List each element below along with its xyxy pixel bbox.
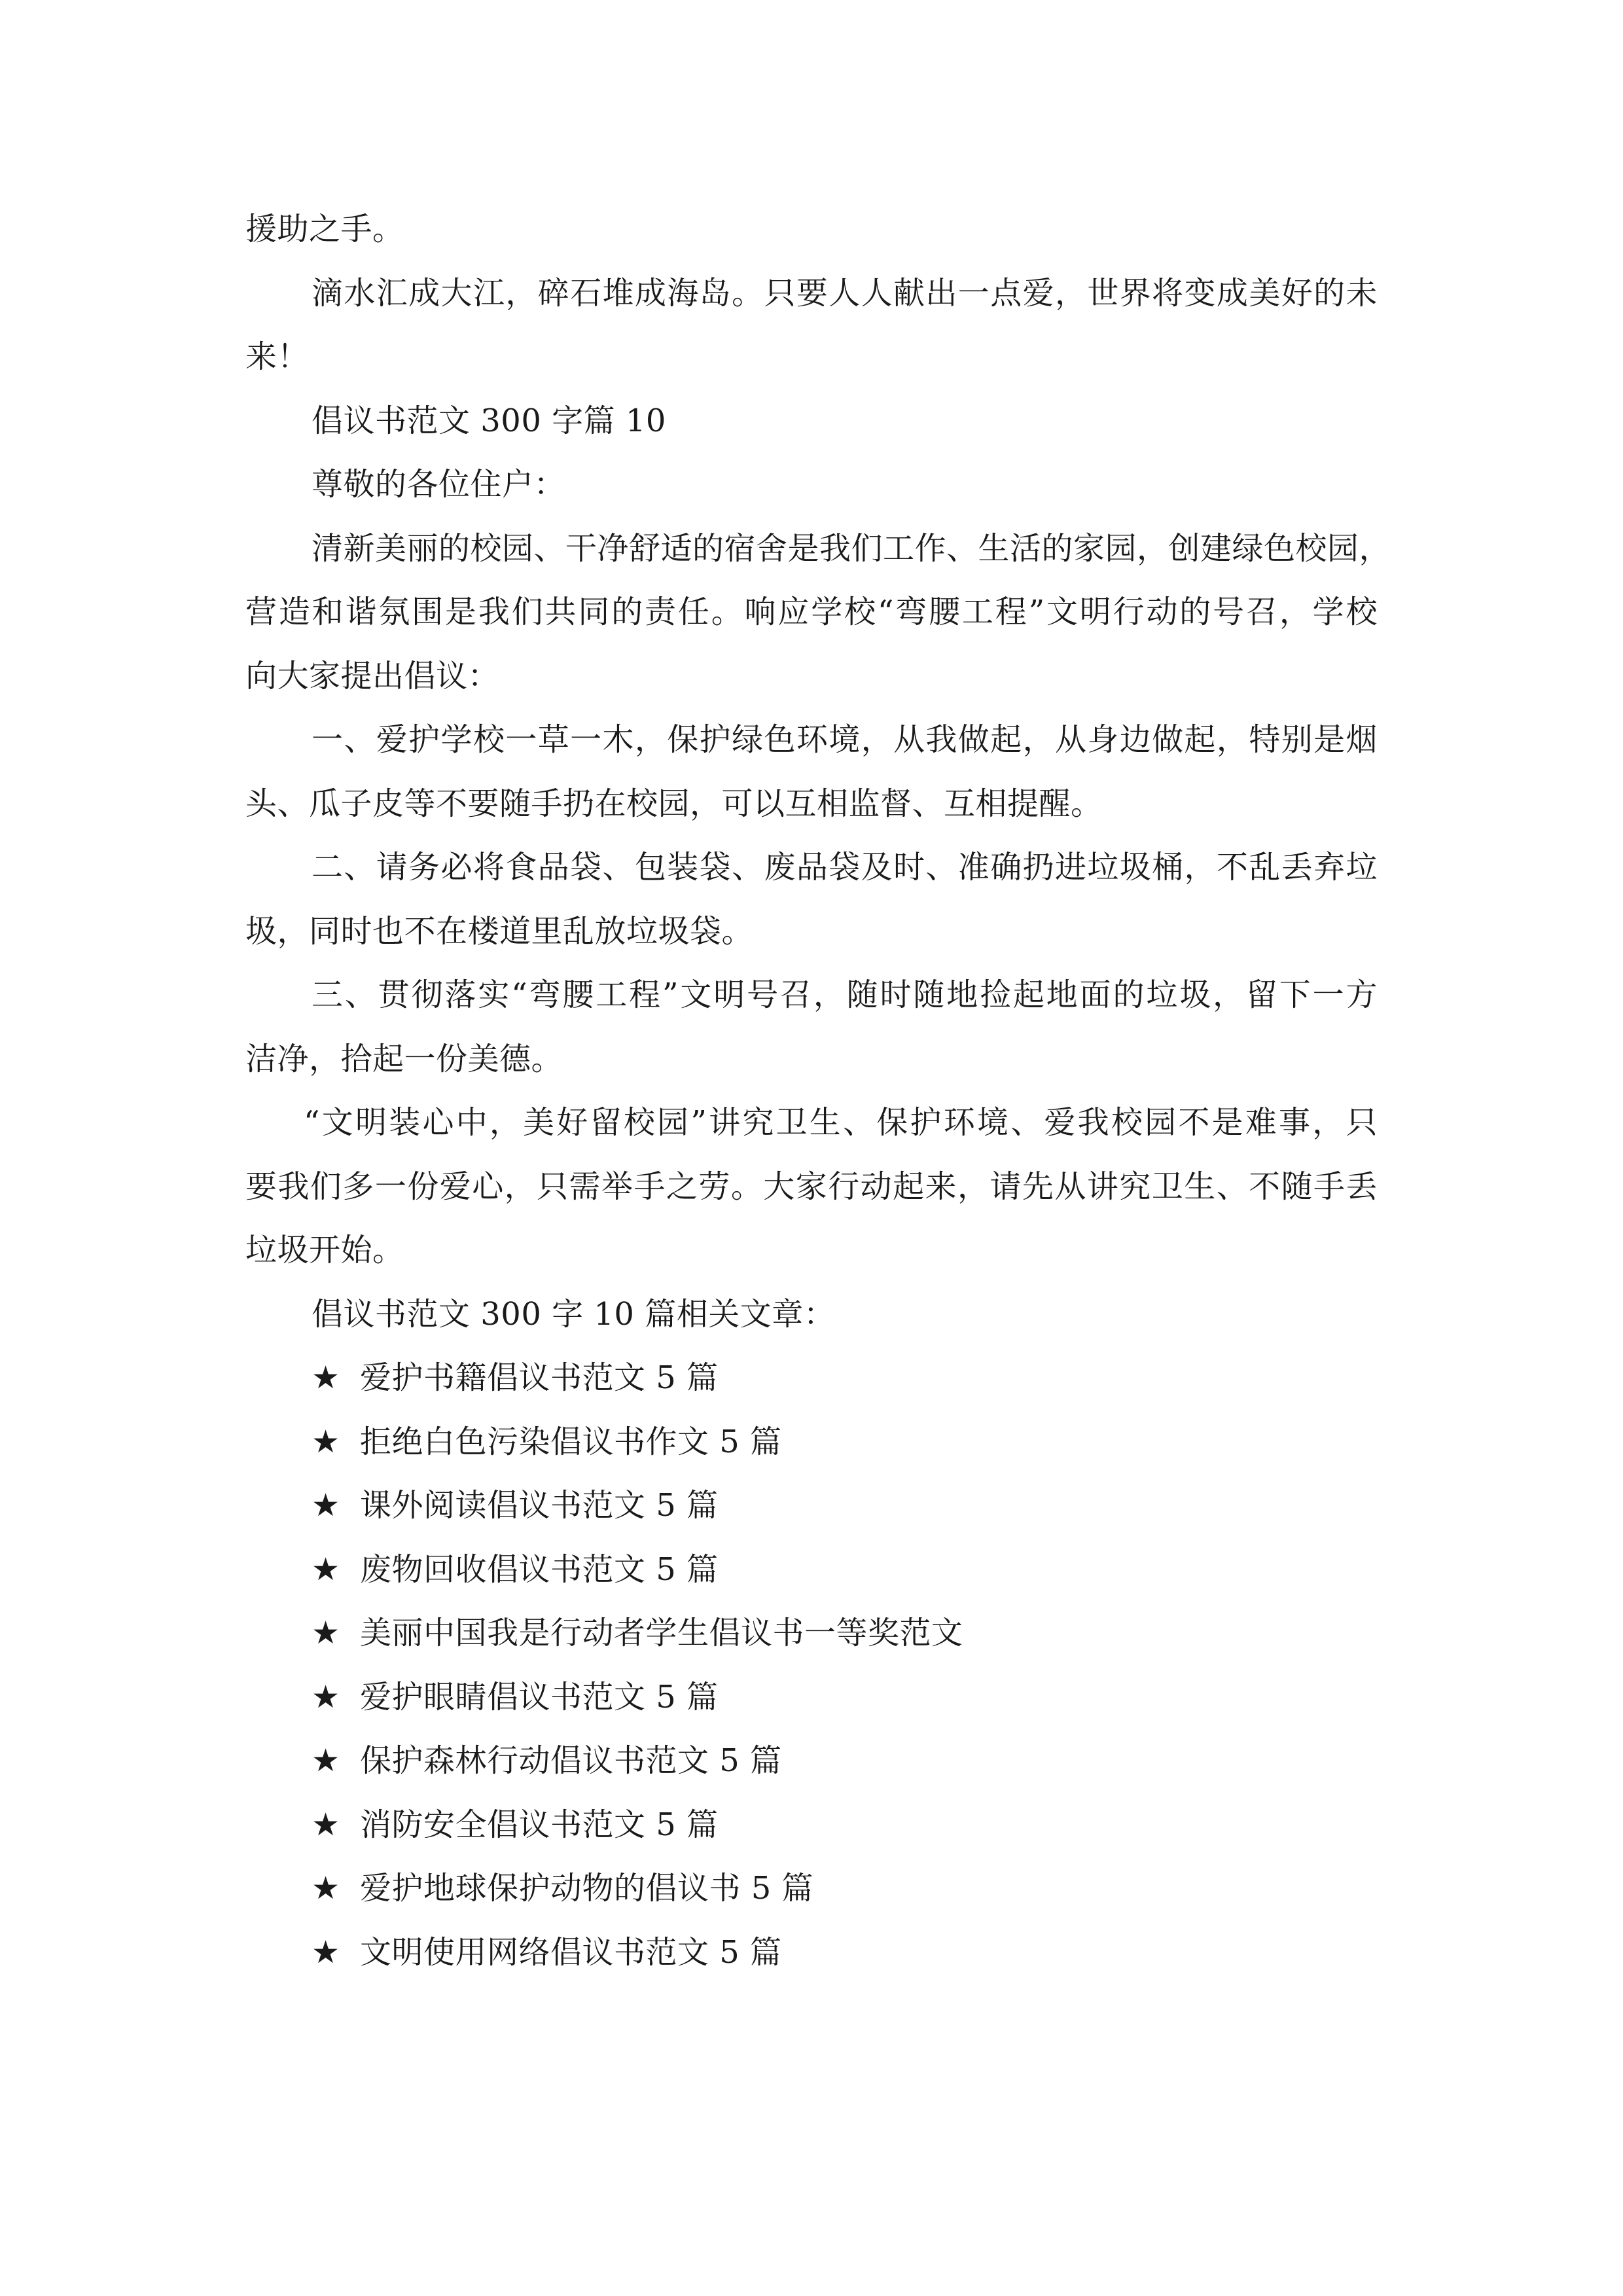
paragraph-line: 向大家提出倡议： <box>245 657 500 694</box>
related-article-link[interactable] <box>245 1602 1378 1666</box>
star-bullet-icon: ★ <box>312 1551 340 1588</box>
paragraph-line: 三、贯彻落实“弯腰工程”文明号召，随时随地捡起地面的垃圾，留下一方 <box>312 977 1378 1013</box>
star-bullet-icon: ★ <box>312 1423 340 1460</box>
related-article-link[interactable] <box>245 1666 1378 1730</box>
paragraph-line: 滴水汇成大江，碎石堆成海岛。只要人人献出一点爱，世界将变成美好的未 <box>312 274 1378 312</box>
related-article-title: 爱护眼睛倡议书范文 5 篇 <box>360 1678 719 1715</box>
star-bullet-icon: ★ <box>312 1678 340 1715</box>
related-article-link[interactable] <box>245 1538 1378 1602</box>
related-article-title: 课外阅读倡议书范文 5 篇 <box>360 1487 719 1524</box>
star-bullet-icon: ★ <box>312 1742 340 1779</box>
related-article-link[interactable] <box>245 1793 1378 1857</box>
paragraph-line: 要我们多一份爱心，只需举手之劳。大家行动起来，请先从讲究卫生、不随手丢 <box>245 1168 1378 1205</box>
related-article-link[interactable] <box>245 1857 1378 1921</box>
paragraph-line: 洁净，拾起一份美德。 <box>245 1040 563 1077</box>
related-article-title: 废物回收倡议书范文 5 篇 <box>360 1551 719 1588</box>
related-article-title: 保护森林行动倡议书范文 5 篇 <box>360 1742 782 1779</box>
related-article-title: 美丽中国我是行动者学生倡议书一等奖范文 <box>360 1615 963 1651</box>
related-articles-heading: 倡议书范文 300 字 10 篇相关文章： <box>312 1295 836 1333</box>
paragraph-line: 二、请务必将食品袋、包装袋、废品袋及时、准确扔进垃圾桶，不乱丢弃垃 <box>312 849 1378 886</box>
related-articles-list <box>245 1346 1378 1984</box>
star-bullet-icon: ★ <box>312 1487 340 1524</box>
paragraph-line: 来！ <box>245 338 310 375</box>
paragraph-line: 援助之手。 <box>245 211 404 247</box>
paragraph-line: 营造和谐氛围是我们共同的责任。响应学校“弯腰工程”文明行动的号召，学校 <box>245 594 1378 630</box>
paragraph-line: 垃圾开始。 <box>245 1232 404 1268</box>
star-bullet-icon: ★ <box>312 1615 340 1651</box>
related-article-link[interactable] <box>245 1346 1378 1410</box>
section-title: 倡议书范文 300 字篇 10 <box>312 402 666 439</box>
star-bullet-icon: ★ <box>312 1806 340 1843</box>
related-article-title: 爱护书籍倡议书范文 5 篇 <box>360 1359 719 1396</box>
related-article-title: 拒绝白色污染倡议书作文 5 篇 <box>360 1423 782 1460</box>
related-article-link[interactable] <box>245 1729 1378 1793</box>
paragraph-line: 一、爱护学校一草一木，保护绿色环境，从我做起，从身边做起，特别是烟 <box>312 721 1378 758</box>
paragraph-line: 头、瓜子皮等不要随手扔在校园，可以互相监督、互相提醒。 <box>245 785 1103 822</box>
document-page <box>245 198 1391 1984</box>
related-article-link[interactable] <box>245 1474 1378 1538</box>
related-article-link[interactable] <box>245 1410 1378 1475</box>
paragraph-line: 圾，同时也不在楼道里乱放垃圾袋。 <box>245 912 754 950</box>
star-bullet-icon: ★ <box>312 1359 340 1396</box>
star-bullet-icon: ★ <box>312 1870 340 1907</box>
paragraph-line: 清新美丽的校园、干净舒适的宿舍是我们工作、生活的家园，创建绿色校园， <box>312 529 1391 567</box>
related-article-title: 文明使用网络倡议书范文 5 篇 <box>360 1933 782 1971</box>
related-article-link[interactable] <box>245 1921 1378 1985</box>
star-bullet-icon: ★ <box>312 1933 340 1971</box>
salutation: 尊敬的各位住户： <box>312 466 566 503</box>
related-article-title: 爱护地球保护动物的倡议书 5 篇 <box>360 1870 814 1907</box>
related-article-title: 消防安全倡议书范文 5 篇 <box>360 1806 719 1843</box>
paragraph-line: “文明装心中，美好留校园”讲究卫生、保护环境、爱我校园不是难事，只 <box>304 1104 1378 1141</box>
